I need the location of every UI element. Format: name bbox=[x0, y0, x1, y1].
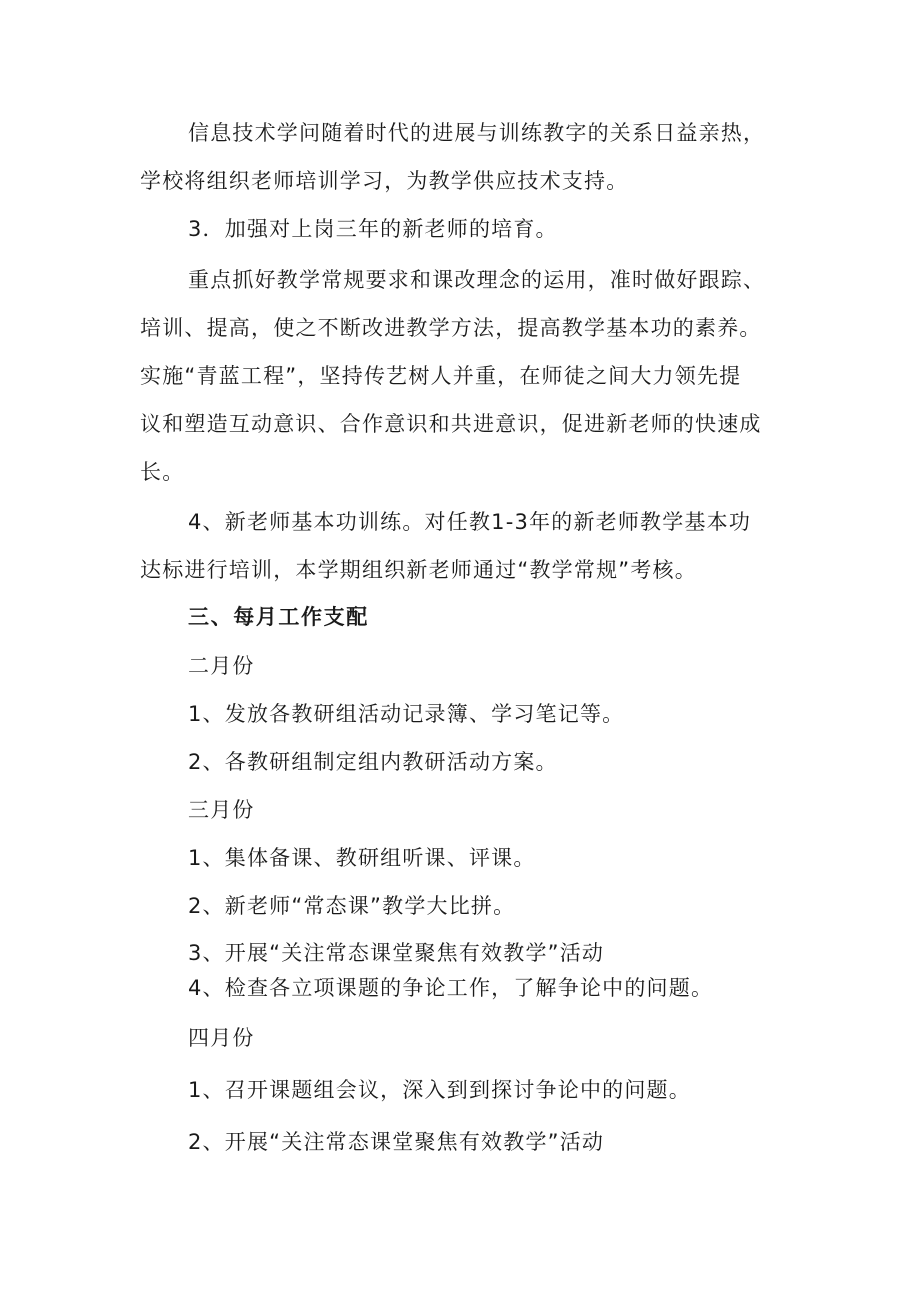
march-item-2: 2、新老师“常态课”教学大比拼。 bbox=[188, 894, 516, 918]
month-label-february: 二月份 bbox=[188, 654, 255, 678]
paragraph-4-line-2: 达标进行培训，本学期组织新老师通过“教学常规”考核。 bbox=[140, 558, 697, 582]
february-item-2: 2、各教研组制定组内教研活动方案。 bbox=[188, 750, 558, 774]
paragraph-4-line-1: 4、新老师基本功训练。对任教1-3年的新老师教学基本功 bbox=[188, 510, 752, 534]
paragraph-3-line-5: 长。 bbox=[140, 460, 185, 484]
paragraph-3-line-3: 实施“青蓝工程”，坚持传艺树人并重，在师徒之间大力领先提 bbox=[140, 364, 742, 388]
april-item-1: 1、召开课题组会议，深入到到探讨争论中的问题。 bbox=[188, 1078, 691, 1102]
paragraph-3-line-4: 议和塑造互动意识、合作意识和共进意识，促进新老师的快速成 bbox=[140, 412, 762, 436]
paragraph-2-line-1: 3．加强对上岗三年的新老师的培育。 bbox=[188, 217, 558, 241]
march-item-4: 4、检查各立项课题的争论工作，了解争论中的问题。 bbox=[188, 976, 714, 1000]
month-label-april: 四月份 bbox=[188, 1026, 255, 1050]
paragraph-1-line-1: 信息技术学问随着时代的进展与训练教字的关系日益亲热， bbox=[188, 121, 766, 145]
march-item-1: 1、集体备课、教研组听课、评课。 bbox=[188, 846, 536, 870]
month-label-march: 三月份 bbox=[188, 798, 255, 822]
paragraph-3-line-1: 重点抓好教学常规要求和课改理念的运用，准时做好跟踪、 bbox=[188, 268, 766, 292]
march-item-3: 3、开展“关注常态课堂聚焦有效教学”活动 bbox=[188, 941, 605, 965]
paragraph-1-line-2: 学校将组织老师培训学习，为教学供应技术支持。 bbox=[140, 169, 629, 193]
april-item-2: 2、开展“关注常态课堂聚焦有效教学”活动 bbox=[188, 1130, 605, 1154]
february-item-1: 1、发放各教研组活动记录簿、学习笔记等。 bbox=[188, 702, 625, 726]
section-heading: 三、每月工作支配 bbox=[188, 605, 369, 629]
paragraph-3-line-2: 培训、提高，使之不断改进教学方法，提高教学基本功的素养。 bbox=[140, 316, 762, 340]
